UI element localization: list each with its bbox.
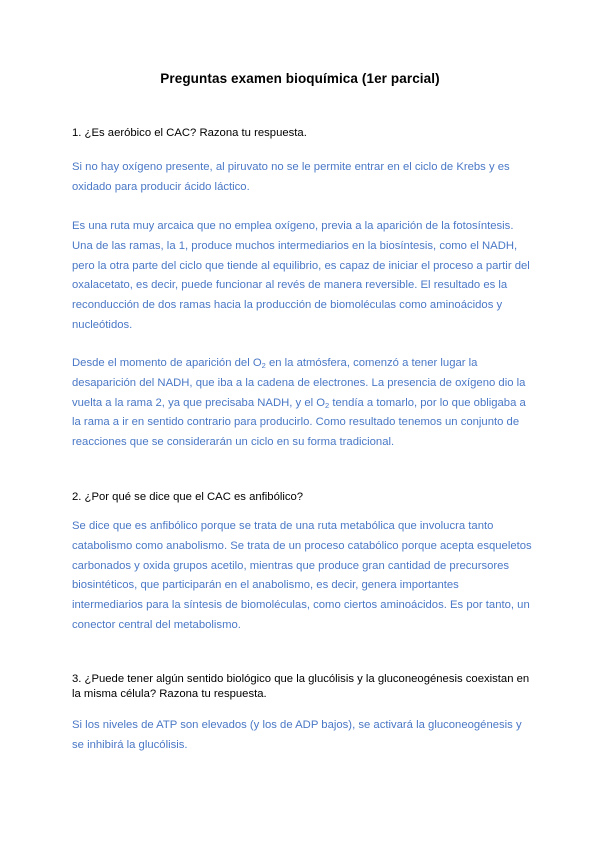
document-title: Preguntas examen bioquímica (1er parcial) <box>160 71 440 86</box>
question-2: 2. ¿Por qué se dice que el CAC es anfibólico? <box>72 491 304 503</box>
answer-1-p3-text <box>72 354 532 453</box>
oxygen-subscript: 2 <box>261 361 266 370</box>
answer-3-p1-text: Si los niveles de ATP son elevados (y los de ADP bajos), se activará la gluconeogénesis y se inhibirá la glucólisis. <box>72 719 522 751</box>
answer-1-paragraph-1 <box>72 158 532 198</box>
answer-1-p1-text: Si no hay oxígeno presente, al piruvato no se le permite entrar en el ciclo de Krebs y es oxidado para producir ácido láctico. <box>72 161 510 193</box>
question-3: 3. ¿Puede tener algún sentido biológico que la glucólisis y la gluconeogénesis coexistan en la misma célula? Razona tu respuesta. <box>72 673 530 700</box>
answer-3-paragraph-1 <box>72 716 532 756</box>
answer-1-p2-text: Es una ruta muy arcaica que no emplea oxígeno, previa a la aparición de la fotosíntesis. Una de las ramas, la 1, produce muchos intermediarios en la biosíntesis, como el NADH, pero la otra parte del ciclo que tiende al equilibrio, es capaz de iniciar el proceso a partir del oxalacetato, es decir, puede funcionar al revés de manera reversible. El resultado es la reconducción de dos ramas hacia la producción de biomoléculas como aminoácidos y nucleótidos. <box>72 220 530 331</box>
answer-1-paragraph-3 <box>72 354 532 453</box>
answer-1-p3-part-b: en la atmósfera, comenzó a tener lugar la desaparición del NADH, que iba a la cadena de electrones. La presencia de oxígeno dio la vuelta a la rama 2, ya que precisaba NADH, y el O <box>72 357 526 409</box>
question-1: 1. ¿Es aeróbico el CAC? Razona tu respuesta. <box>72 127 307 139</box>
oxygen-subscript: 2 <box>325 400 330 410</box>
answer-1-p3-part-c: tendía a tomarlo, por lo que obligaba a la rama a ir en sentido contrario para producirlo. Como resultado tenemos un conjunto de reacciones que se considerarán un ciclo en su forma tradicional. <box>72 396 526 449</box>
answer-2-paragraph-1 <box>72 517 532 636</box>
answer-2-p1-text: Se dice que es anfibólico porque se trata de una ruta metabólica que involucra tanto catabolismo como anabolismo. Se trata de un proceso catabólico porque acepta esqueletos carbonados y oxida grupos acetilo, mientras que produce gran cantidad de precursores biosintéticos, que participarán en el anabolismo, es decir, genera importantes intermediarios para la síntesis de biomoléculas, como ciertos aminoácidos. Es por tanto, un conector central del metabolismo. <box>72 520 532 631</box>
answer-1-paragraph-2 <box>72 217 532 336</box>
answer-1-p3-part-a: Desde el momento de aparición del O <box>72 357 262 369</box>
